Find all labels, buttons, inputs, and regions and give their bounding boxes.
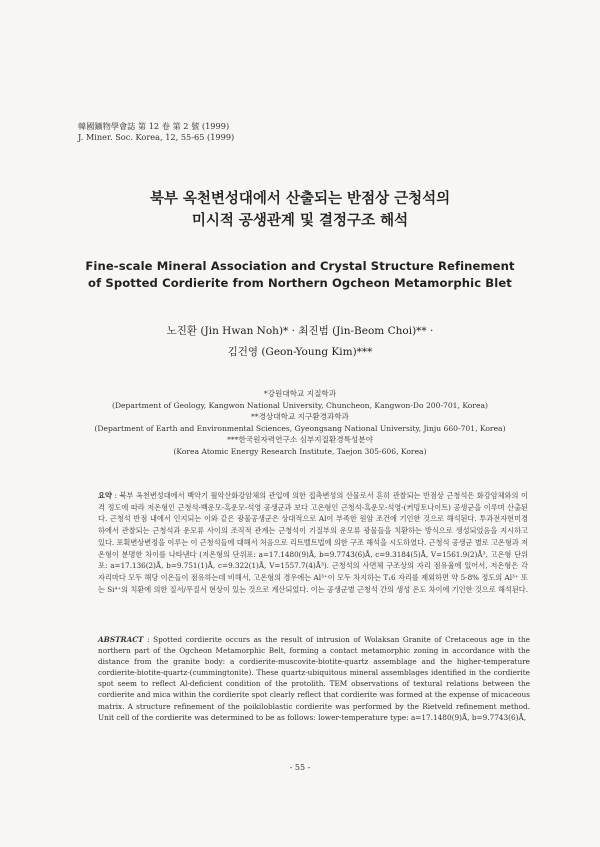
journal-citation-korean: 韓國鑛物學會誌 第 12 卷 第 2 號 (1999) bbox=[78, 121, 230, 131]
title-korean-line-2: 미시적 공생관계 및 결정구조 해석 bbox=[191, 213, 409, 229]
affiliation-1-english: (Department of Geology, Kangwon National University, Chuncheon, Kangwon-Do 200-701, Korea) bbox=[112, 400, 488, 410]
abstract-english-label: ABSTRACT bbox=[98, 635, 144, 644]
affiliation-2-english: (Department of Earth and Environmental Sciences, Gyeongsang National University, Jinju 660-701, Korea) bbox=[94, 423, 506, 433]
title-korean bbox=[0, 188, 600, 232]
affiliations bbox=[0, 388, 600, 457]
journal-citation bbox=[78, 121, 234, 142]
abstract-english-text: : Spotted cordierite occurs as the result of intrusion of Wolaksan Granite of Cretaceous age in the northern part of the Ogcheon Metamorphic Belt, forming a contact metamorphic zoning in accordance with the distance from the granite body: a cordierite-muscovite-biotite-quartz assemblage and the higher-temperature cordierite-biotite-quartz-(cummingtonite). These quartz-ubiquitous mineral assemblages identified in the cordierite spot seem to reflect Al-deficient condition of the protolith. TEM observations of textural relations between the cordierite and mica within the cordierite spot clearly reflect that cordierite was formed at the expense of micaceous matrix. A structure refinement of the poikiloblastic cordierite was performed by the Rietveld refinement method. Unit cell of the cordierite was determined to be as follows: lower-temperature type: a=17.1480(9)Å, b=9.7743(6)Å, bbox=[98, 635, 530, 722]
title-korean-line-1: 북부 옥천변성대에서 산출되는 반점상 근청석의 bbox=[149, 191, 451, 207]
affiliation-2-korean: **경상대학교 지구환경과학과 bbox=[250, 412, 350, 421]
affiliation-3-english: (Korea Atomic Energy Research Institute, Taejon 305-606, Korea) bbox=[173, 446, 427, 456]
journal-citation-english: J. Miner. Soc. Korea, 12, 55-65 (1999) bbox=[78, 131, 235, 142]
affiliation-1-korean: *강원대학교 지질학과 bbox=[263, 389, 337, 398]
author-list bbox=[0, 321, 600, 363]
abstract-korean bbox=[98, 490, 528, 595]
title-english bbox=[0, 258, 600, 292]
abstract-korean-label: 요약 bbox=[98, 491, 112, 500]
page-number: - 55 - bbox=[289, 763, 311, 772]
authors-line-1: 노진환 (Jin Hwan Noh)* · 최진범 (Jin-Beom Choi)** · bbox=[166, 325, 434, 337]
affiliation-3-korean: ***한국원자력연구소 심부지질환경특성분야 bbox=[227, 435, 373, 444]
title-english-line-2: of Spotted Cordierite from Northern Ogcheon Metamorphic Blet bbox=[88, 276, 512, 290]
abstract-english bbox=[98, 634, 530, 723]
authors-line-2: 김건영 (Geon-Young Kim)*** bbox=[227, 346, 373, 358]
title-english-line-1: Fine-scale Mineral Association and Crystal Structure Refinement bbox=[85, 259, 515, 273]
abstract-korean-text: : 북부 옥천변성대에서 백악기 월악산화강암체의 관입에 의한 접촉변성의 산물로서 흔히 관찰되는 반점상 근청석은 화강암체와의 이격 정도에 따라 저온형인 근청석-백운모-흑운모-석영 공생군과 보다 고온형인 근청석-흑운모-석영-(커밍토나이트) 공생군을 이루며 산출된다. 근청석 반점 내에서 인지되는 이와 같은 광물공생군은 상대적으로 Al이 부족한 원암 조건에 기인한 것으로 해석된다. 투과전자현미경 하에서 관찰되는 근청석과 운모류 사이의 조직적 관계는 근청석이 기질부의 운모류 광물들을 치환하는 방식으로 생성되었음을 지시하고 있다. 포획변상변정을 이루는 이 근청석들에 대해서 처음으로 리트벨트법에 의한 구조 해석을 시도하였다. 근청석 공생군 별로 고온형과 저온형이 분명한 차이를 나타낸다 (저온형의 단위포: a=17.1480(9)Å, b=9.7743(6)Å, c=9.3184(5)Å, V=1561.9(2)Å³, 고온형 단위포: a=17.136(2)Å, b=9.751(1)Å, c=9.322(1)Å, V=1557.7(4)Å³). 근청석의 사면체 구조상의 자리 점유율에 있어서, 저온형은 각 자리마다 모두 해당 이온들이 점유하는데 비해서, 고온형의 경우에는 Al³⁺이 모두 차지하는 T₁6 자리를 제외하면 약 5-8% 정도의 Al³⁺ 또는 Si⁴⁺의 치환에 의한 질서/무질서 현상이 있는 것으로 계산되었다. 이는 공생군별 근청석 간의 생성 온도 차이에 기인한 것으로 해석된다. bbox=[98, 491, 529, 594]
